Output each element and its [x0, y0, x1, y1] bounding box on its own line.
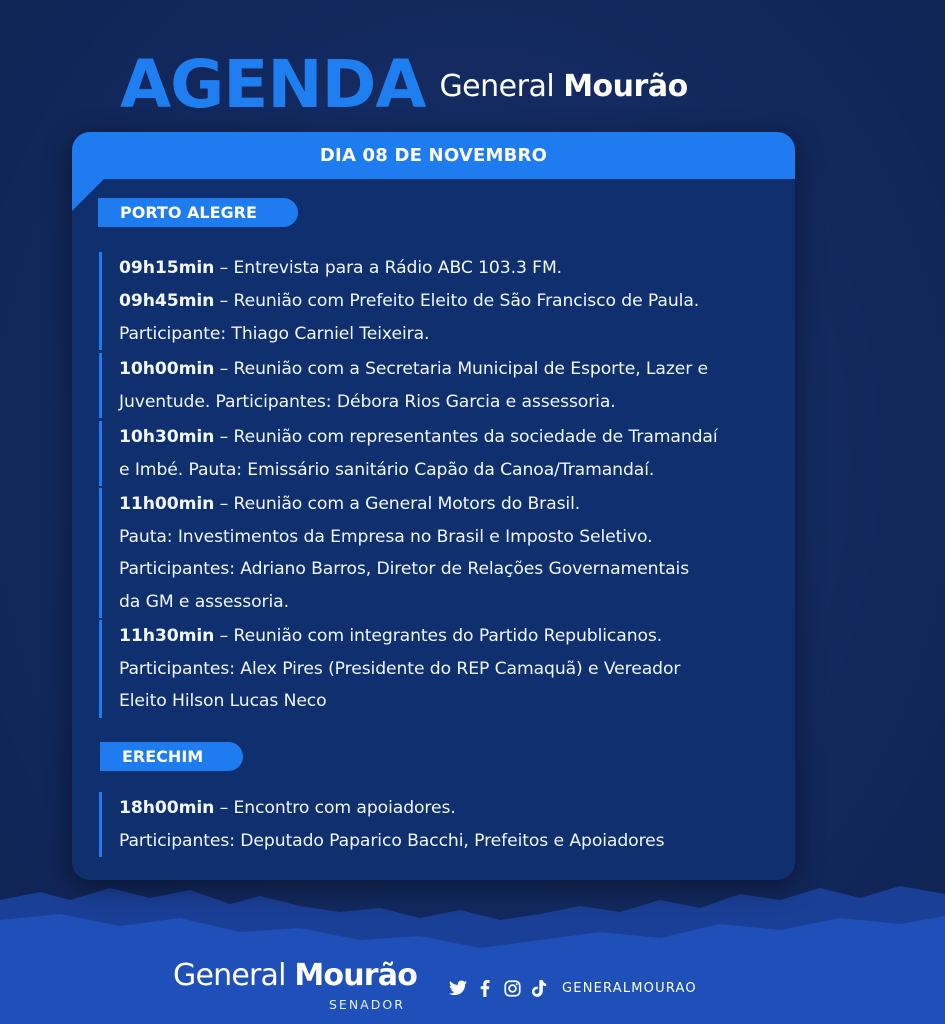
entry-time: 09h45min: [119, 291, 215, 311]
agenda-entry: [99, 252, 789, 285]
entry-detail: Juventude. Participantes: Débora Rios Garcia e assessoria.: [119, 391, 616, 412]
social-links: [448, 977, 697, 999]
city-tag-erechim: ERECHIM: [100, 742, 243, 771]
social-handle: GENERALMOURAO: [562, 980, 697, 996]
footer-name-bold: Mourão: [294, 958, 418, 993]
header-name: [439, 70, 687, 104]
agenda-card: [72, 132, 795, 880]
entry-detail: Pauta: Investimentos da Empresa no Brasil e Imposto Seletivo.: [119, 526, 653, 547]
entry-text: – Reunião com Prefeito Eleito de São Francisco de Paula.: [214, 291, 700, 311]
twitter-icon[interactable]: [448, 978, 468, 998]
agenda-title: AGENDA: [120, 46, 426, 123]
card-header: [72, 132, 795, 179]
entry-text: – Reunião com integrantes do Partido Republicanos.: [214, 626, 663, 646]
entry-time: 10h30min: [119, 427, 215, 447]
entry-detail: Participantes: Alex Pires (Presidente do REP Camaquã) e Vereador: [119, 658, 681, 679]
entry-detail: Eleito Hilson Lucas Neco: [119, 691, 327, 711]
footer-name-light: General: [173, 958, 295, 993]
entry-detail: e Imbé. Pauta: Emissário sanitário Capão da Canoa/Tramandaí.: [119, 459, 655, 480]
entry-text: – Reunião com a General Motors do Brasil.: [214, 494, 581, 514]
header: [120, 38, 688, 123]
agenda-entry: [99, 620, 789, 718]
date-label: DIA 08 DE NOVEMBRO: [319, 145, 548, 166]
entry-text: – Reunião com a Secretaria Municipal de Esporte, Lazer e: [214, 359, 709, 379]
entry-detail: Participantes: Adriano Barros, Diretor de Relações Governamentais: [119, 559, 690, 579]
entry-text: – Reunião com representantes da sociedade de Tramandaí: [214, 427, 718, 447]
header-name-bold: Mourão: [563, 69, 688, 104]
entry-text: – Entrevista para a Rádio ABC 103.3 FM.: [214, 258, 563, 278]
entry-text: – Encontro com apoiadores.: [214, 798, 456, 818]
header-name-light: General: [439, 69, 564, 104]
agenda-entry: [99, 285, 789, 350]
entry-detail: da GM e assessoria.: [119, 591, 289, 612]
agenda-entry: [99, 421, 789, 486]
agenda-entry: [99, 792, 789, 857]
entry-time: 11h30min: [119, 626, 215, 646]
mountain-silhouette: [0, 870, 945, 1024]
facebook-icon[interactable]: [475, 978, 495, 998]
city-tag-porto-alegre: PORTO ALEGRE: [98, 198, 298, 227]
entry-time: 10h00min: [119, 359, 215, 379]
footer-role: SENADOR: [329, 997, 405, 1012]
agenda-entry: [99, 353, 789, 418]
instagram-icon[interactable]: [502, 978, 522, 998]
entry-detail: Participantes: Deputado Paparico Bacchi, Prefeitos e Apoiadores: [119, 830, 665, 851]
tiktok-icon[interactable]: [529, 978, 549, 998]
entry-time: 11h00min: [119, 494, 215, 514]
entry-time: 09h15min: [119, 258, 215, 278]
footer-logo-name: [173, 958, 417, 994]
entry-time: 18h00min: [119, 798, 215, 818]
entry-detail: Participante: Thiago Carniel Teixeira.: [119, 323, 430, 344]
agenda-entry: [99, 488, 789, 618]
